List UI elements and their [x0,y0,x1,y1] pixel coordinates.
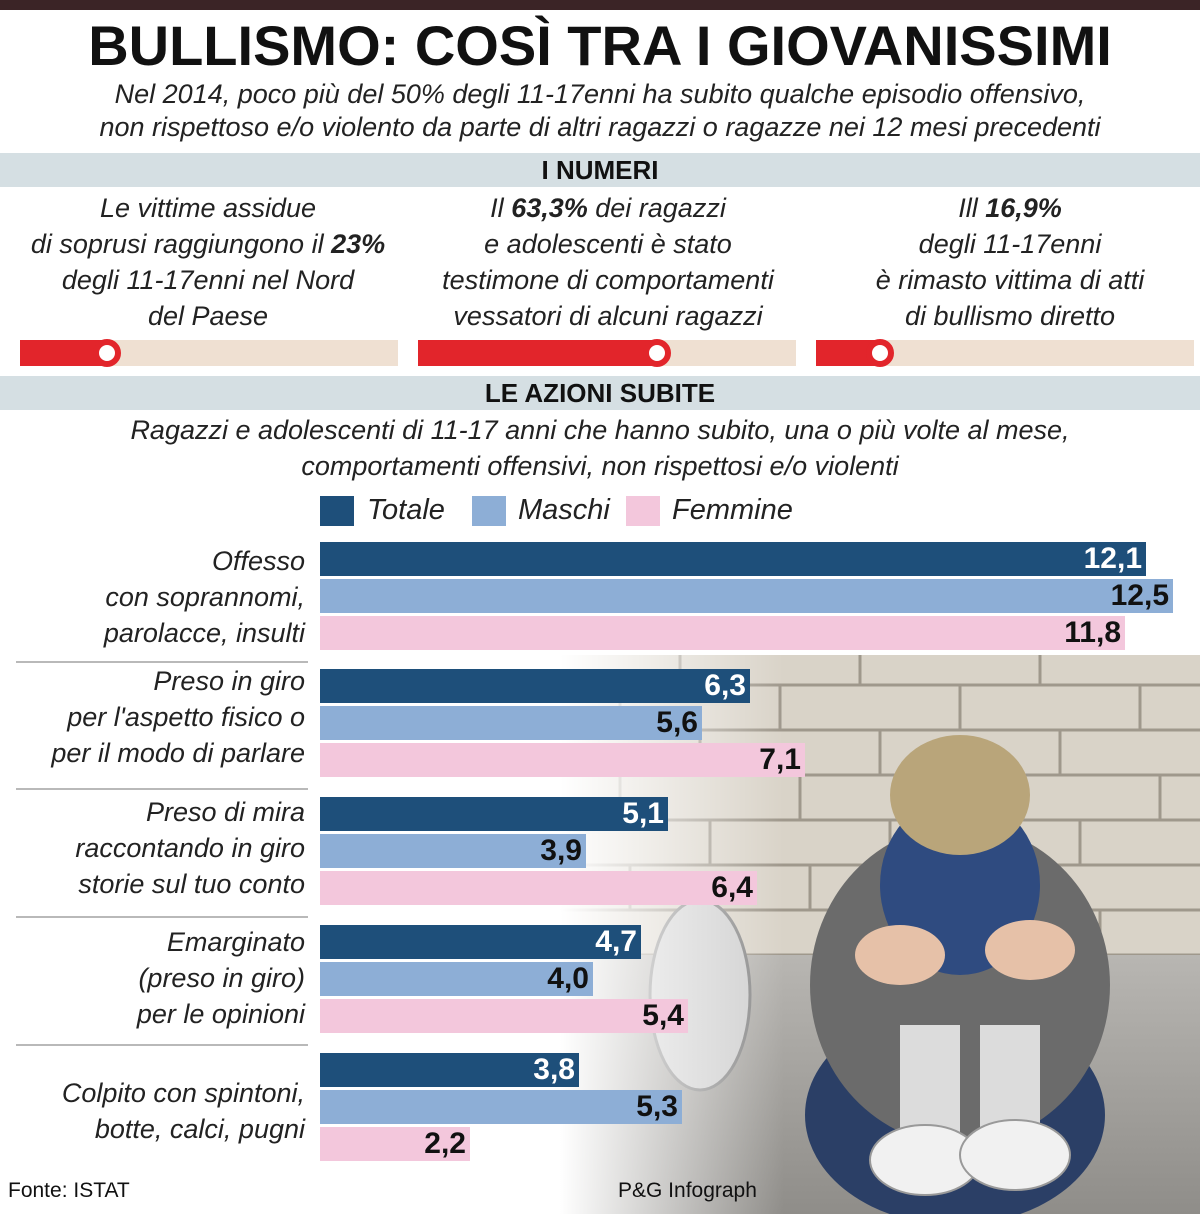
stat-block-bullismo-diretto [810,190,1200,334]
stat-line [8,298,408,334]
stat-text: dei ragazzi [587,193,726,223]
stat-text: Ill [958,193,986,223]
stat-highlight: 16,9% [985,193,1062,223]
category-label [5,543,305,651]
bar-value-label: 12,5 [1110,579,1169,612]
legend-label-totale: Totale [367,494,445,526]
legend-swatch-femmine [626,496,660,526]
stat-line [810,190,1200,226]
category-label-line: Emarginato [166,927,305,957]
category-label [5,663,305,771]
subtitle [0,78,1200,144]
category-label-line: Preso di mira [145,797,305,827]
bar-value-label: 6,4 [711,871,753,904]
stat-text: Il [490,193,512,223]
stat-text: e adolescenti è stato [484,229,732,259]
chart-subtitle-line: Ragazzi e adolescenti di 11-17 anni che hanno subito, una o più volte al mese, [130,415,1070,445]
bar-value-label: 11,8 [1064,616,1121,649]
top-bar [0,0,1200,10]
category-label-line: per le opinioni [136,999,305,1029]
gauge-knob [643,339,671,367]
category-label-line: per l'aspetto fisico o [67,702,305,732]
bar-value-label: 5,4 [642,999,684,1032]
stat-line [408,226,808,262]
stat-text: Le vittime assidue [99,193,317,223]
stat-highlight: 63,3% [511,193,588,223]
bar-femmine [320,616,1125,650]
legend-label-femmine: Femmine [672,494,793,526]
chart-subtitle-line: comportamenti offensivi, non rispettosi e/o violenti [301,451,899,481]
stat-text: del Paese [147,301,269,331]
subtitle-line: non rispettoso e/o violento da parte di altri ragazzi o ragazze nei 12 mesi precedenti [99,112,1101,142]
bar-value-label: 5,6 [656,706,698,739]
bar-value-label: 5,1 [622,797,664,830]
category-label-line: Preso in giro [153,666,305,696]
stat-line [810,298,1200,334]
stat-line [8,226,408,262]
stat-text: testimone di comportamenti [442,265,774,295]
category-label-line: per il modo di parlare [51,738,305,768]
category-label-line: Colpito con spintoni, [61,1078,305,1108]
bar-value-label: 3,8 [533,1053,575,1086]
category-divider [16,916,308,918]
bar-totale [320,542,1146,576]
bar-value-label: 5,3 [636,1090,678,1123]
bar-value-label: 2,2 [424,1127,466,1160]
bar-value-label: 4,7 [595,925,637,958]
stat-block-testimoni [408,190,808,334]
legend-swatch-maschi [472,496,506,526]
stat-line [8,190,408,226]
category-divider [16,1044,308,1046]
stat-line [408,298,808,334]
credit-label: P&G Infograph [618,1179,757,1202]
stat-highlight: 23% [331,229,386,259]
category-label-line: con soprannomi, [105,582,305,612]
stat-text: vessatori di alcuni ragazzi [453,301,763,331]
section-numbers-header: I NUMERI [0,153,1200,187]
page-title: BULLISMO: COSÌ TRA I GIOVANISSIMI [88,14,1112,77]
legend-label-maschi: Maschi [518,494,610,526]
source-label: Fonte: ISTAT [8,1179,130,1202]
stat-line [408,190,808,226]
category-label [5,1075,305,1147]
gauge-knob [93,339,121,367]
bar-value-label: 4,0 [547,962,589,995]
category-divider [16,788,308,790]
stat-text: è rimasto vittima di atti [875,265,1145,295]
bar-value-label: 6,3 [704,669,746,702]
stat-text: degli 11-17enni [918,229,1102,259]
category-label [5,924,305,1032]
category-label-line: raccontando in giro [75,833,305,863]
stat-line [810,226,1200,262]
gauge-fill [418,340,657,366]
category-label-line: (preso in giro) [138,963,305,993]
bar-maschi [320,579,1173,613]
gauge-knob [866,339,894,367]
chart-subtitle [0,412,1200,484]
legend-swatch-totale [320,496,354,526]
category-label-line: storie sul tuo conto [78,869,305,899]
category-label-line: parolacce, insulti [103,618,305,648]
stat-block-nord [8,190,408,334]
section-actions-header: LE AZIONI SUBITE [0,376,1200,410]
bar-value-label: 3,9 [540,834,582,867]
category-label [5,794,305,902]
stat-line [8,262,408,298]
stat-text: degli 11-17enni nel Nord [61,265,355,295]
bar-value-label: 12,1 [1083,542,1142,575]
category-label-line: Offesso [211,546,305,576]
category-label-line: botte, calci, pugni [94,1114,305,1144]
stat-text: di bullismo diretto [904,301,1116,331]
subtitle-line: Nel 2014, poco più del 50% degli 11-17enni ha subito qualche episodio offensivo, [114,79,1086,109]
bar-value-label: 7,1 [759,743,801,776]
stat-text: di soprusi raggiungono il [30,229,332,259]
stat-line [408,262,808,298]
stat-line [810,262,1200,298]
